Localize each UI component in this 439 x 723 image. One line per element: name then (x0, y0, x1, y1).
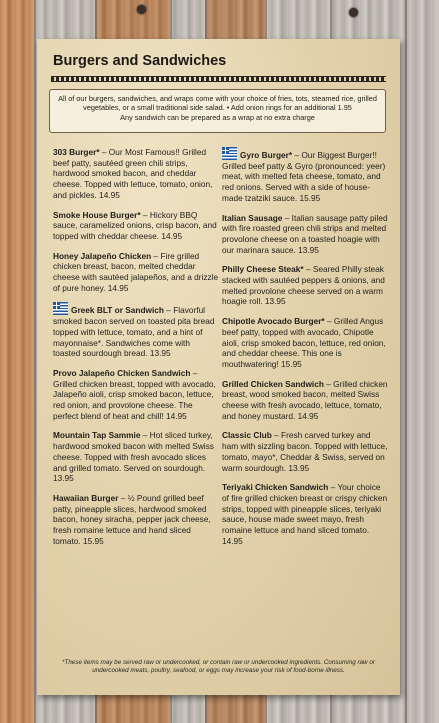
item-description: – Grilled chicken breast, wood smoked bacon, melted Swiss cheese with fresh avocado, lettuce, tomato, and honey mustard. 14.95 (222, 378, 388, 421)
decorative-divider (51, 76, 386, 82)
menu-item (222, 482, 388, 546)
item-description: – Seared Philly steak stacked with sautéed peppers & onions, and melted provolone cheese served on a warm hoagie roll. 13.95 (222, 264, 385, 307)
item-description: – Fire grilled chicken breast, bacon, melted cheddar cheese with sautéed jalapeños, and a drizzle of pure honey. 14.95 (53, 250, 219, 293)
item-name: Teriyaki Chicken Sandwich (222, 482, 329, 493)
item-description: – Your choice of fire grilled chicken breast or crispy chicken strips, topped with pineapple slices, teriyaki sauce, house made sweet mayo, fresh romaine lettuce and hand sliced tomato. 14.95 (222, 482, 388, 546)
menu-item (222, 264, 388, 307)
item-description: – Our Most Famous!! Grilled beef patty, sautéed green chili strips, hardwood smoked bacon, and cheddar cheese. Topped with lettuce, tomato, onion, and pickles. 14.95 (53, 147, 213, 200)
menu-item (53, 210, 219, 242)
plank-seam (405, 0, 407, 723)
menu-item (53, 430, 219, 484)
menu-item (222, 147, 388, 204)
item-description: – Grilled Angus beef patty, topped with avocado, Chipotle aioli, crisp smoked bacon, lettuce, red onion, and cheddar cheese. This one is mouthwatering! 15.95 (222, 316, 386, 369)
intro-text: All of our burgers, sandwiches, and wraps come with your choice of fries, tots, steamed rice, grilled vegetables, or a small traditional side salad. • Add onion rings for an additional 1.95 (58, 94, 377, 113)
item-name: Philly Cheese Steak* (222, 264, 304, 275)
item-name: Mountain Tap Sammie (53, 430, 141, 441)
greek-flag-icon (222, 147, 237, 160)
menu-card (37, 39, 400, 695)
item-name: Italian Sausage (222, 212, 283, 223)
menu-item (53, 493, 219, 547)
item-name: 303 Burger* (53, 147, 100, 157)
item-description: – Fresh carved turkey and ham with sizzling bacon. Topped with lettuce, tomato, mayo*, Cheddar & Swiss, served on warm sourdough. 13.95 (222, 430, 388, 473)
item-description: – Hickory BBQ sauce, caramelized onions, crisp bacon, and topped with cheddar cheese. 14.95 (53, 209, 217, 241)
plank-seam (34, 0, 36, 723)
item-name: Classic Club (222, 430, 272, 441)
item-name: Smoke House Burger* (53, 209, 141, 220)
greek-flag-icon (53, 302, 68, 315)
section-title: Burgers and Sandwiches (53, 53, 227, 69)
item-name: Hawaiian Burger (53, 492, 119, 503)
item-name: Greek BLT or Sandwich (71, 305, 164, 316)
menu-item (222, 213, 388, 256)
item-description: – Flavorful smoked bacon served on toasted pita bread topped with lettuce, tomato, and a hint of mayonnaise*. Sandwiches come with toasted sourdough bread. 13.95 (53, 305, 215, 359)
intro-wrap-note: Any sandwich can be prepared as a wrap at no extra charge (120, 112, 315, 122)
item-name: Chipotle Avocado Burger* (222, 316, 325, 327)
item-name: Gyro Burger* (240, 150, 293, 160)
nail-icon (349, 8, 358, 17)
item-description: – Italian sausage patty piled with fire roasted green chili strips and melted provolone cheese on a toasted hoagie with our marinara sauce. 13.95 (222, 212, 388, 255)
menu-column-right (222, 147, 388, 556)
intro-box (49, 89, 386, 133)
item-description: – Hot sliced turkey, hardwood smoked bacon with melted Swiss cheese. Topped with fresh avocado slices and grilled tomato. Served on sourdough. 13.95 (53, 430, 214, 484)
menu-item (222, 430, 388, 473)
menu-item (222, 379, 388, 422)
menu-item (53, 368, 219, 422)
item-description: – Grilled chicken breast, topped with avocado, Jalapeño aioli, crisp smoked bacon, lettuce, red onion, and provolone cheese. The perfect blend of heat and chill! 14.95 (53, 367, 216, 421)
menu-item (53, 147, 219, 201)
item-description: – ½ Pound grilled beef patty, pineapple slices, hardwood smoked bacon, honey siracha, pepper jack cheese, fresh romaine lettuce and hand sliced tomato. 15.95 (53, 492, 211, 546)
item-name: Grilled Chicken Sandwich (222, 378, 324, 389)
item-description: – Our Biggest Burger!! Grilled beef patty & Gyro (pronounced: yeer) meat, with melted feta cheese, tomato, and red onions. Served with a side of house-made tzatziki sauce. 15.95 (222, 150, 386, 203)
food-safety-disclaimer: *These items may be served raw or undercooked, or contain raw or undercooked ingredients. Consuming raw or undercooked meats, poultry, seafood, or eggs may increase your risk of food-borne illness. (62, 659, 375, 674)
item-name: Honey Jalapeño Chicken (53, 250, 152, 261)
menu-column-left (53, 147, 219, 556)
wood-plank (0, 0, 34, 723)
menu-item (53, 302, 219, 359)
menu-item (53, 251, 219, 294)
nail-icon (137, 5, 146, 14)
menu-item (222, 316, 388, 370)
item-name: Provo Jalapeño Chicken Sandwich (53, 367, 191, 378)
